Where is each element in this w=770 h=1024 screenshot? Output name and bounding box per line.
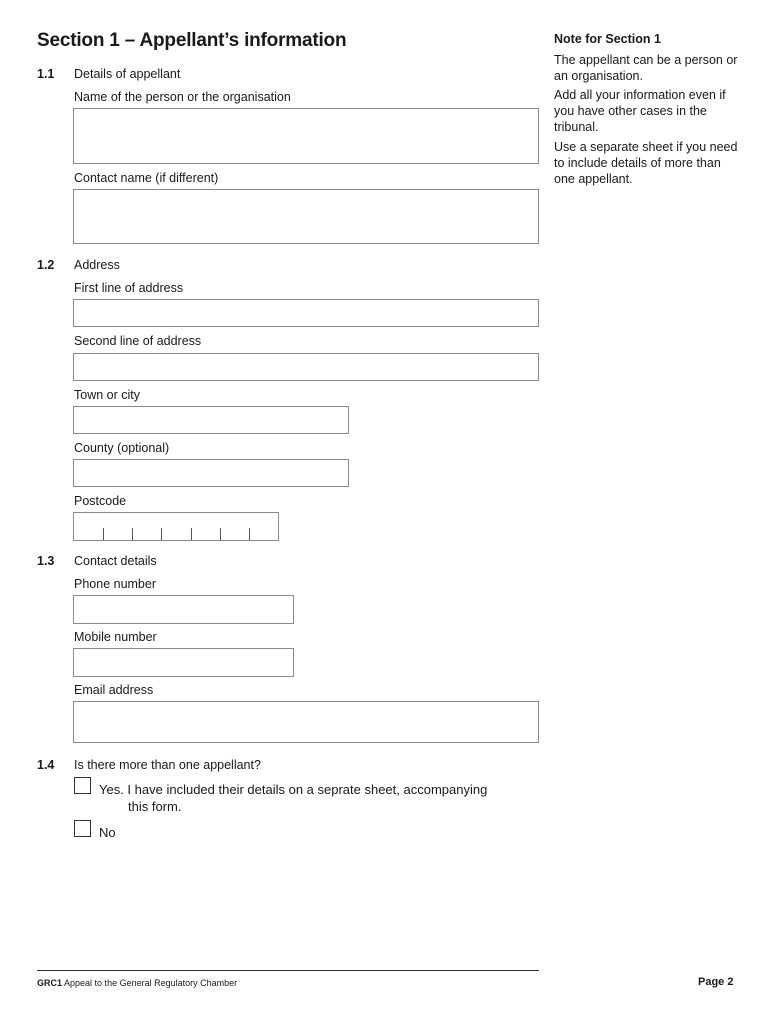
page-title: Section 1 – Appellant’s information bbox=[37, 30, 347, 51]
postcode-char-box[interactable] bbox=[161, 513, 190, 540]
town-field[interactable] bbox=[73, 406, 349, 434]
footer-form-code: GRC1 bbox=[37, 978, 63, 988]
mobile-field[interactable] bbox=[73, 648, 294, 677]
question-number-1-3: 1.3 bbox=[37, 554, 55, 568]
note-paragraph-3: Use a separate sheet if you need to include details of more than one appellant. bbox=[554, 140, 738, 186]
postcode-char-box[interactable] bbox=[191, 513, 220, 540]
contact-details-heading: Contact details bbox=[74, 554, 157, 568]
note-title: Note for Section 1 bbox=[554, 32, 661, 46]
no-checkbox[interactable] bbox=[74, 820, 91, 837]
appellant-name-field[interactable] bbox=[73, 108, 539, 164]
yes-option-label-continued: this form. bbox=[128, 799, 182, 814]
footer-form-title bbox=[37, 978, 237, 988]
address-line1-label: First line of address bbox=[74, 281, 184, 295]
yes-checkbox[interactable] bbox=[74, 777, 91, 794]
yes-option-label: Yes. I have included their details on a seprate sheet, accompanying bbox=[99, 782, 488, 797]
postcode-char-box[interactable] bbox=[220, 513, 249, 540]
address-heading: Address bbox=[74, 258, 120, 272]
page-number: Page 2 bbox=[698, 976, 734, 988]
address-line1-field[interactable] bbox=[73, 299, 539, 327]
details-of-appellant-heading: Details of appellant bbox=[74, 67, 181, 81]
note-paragraph-2: Add all your information even if you have other cases in the tribunal. bbox=[554, 88, 726, 134]
no-option-label: No bbox=[99, 825, 116, 840]
email-label: Email address bbox=[74, 683, 154, 697]
county-field[interactable] bbox=[73, 459, 349, 487]
email-field[interactable] bbox=[73, 701, 539, 743]
county-label: County (optional) bbox=[74, 441, 170, 455]
contact-name-field[interactable] bbox=[73, 189, 539, 244]
question-number-1-1: 1.1 bbox=[37, 67, 55, 81]
postcode-label: Postcode bbox=[74, 494, 127, 508]
postcode-char-box[interactable] bbox=[74, 513, 103, 540]
address-line2-field[interactable] bbox=[73, 353, 539, 381]
footer-form-name: Appeal to the General Regulatory Chamber bbox=[64, 978, 238, 988]
address-line2-label: Second line of address bbox=[74, 334, 202, 348]
postcode-char-box[interactable] bbox=[249, 513, 278, 540]
contact-name-label: Contact name (if different) bbox=[74, 171, 219, 185]
mobile-label: Mobile number bbox=[74, 630, 157, 644]
more-than-one-appellant-question: Is there more than one appellant? bbox=[74, 758, 261, 772]
question-number-1-4: 1.4 bbox=[37, 758, 55, 772]
note-paragraph-1: The appellant can be a person or an organisation. bbox=[554, 53, 738, 83]
postcode-char-box[interactable] bbox=[103, 513, 132, 540]
appellant-name-label: Name of the person or the organisation bbox=[74, 90, 291, 104]
phone-field[interactable] bbox=[73, 595, 294, 624]
phone-label: Phone number bbox=[74, 577, 157, 591]
postcode-char-box[interactable] bbox=[132, 513, 161, 540]
question-number-1-2: 1.2 bbox=[37, 258, 55, 272]
footer-divider bbox=[37, 970, 539, 971]
town-label: Town or city bbox=[74, 388, 140, 402]
postcode-field[interactable] bbox=[73, 512, 279, 541]
